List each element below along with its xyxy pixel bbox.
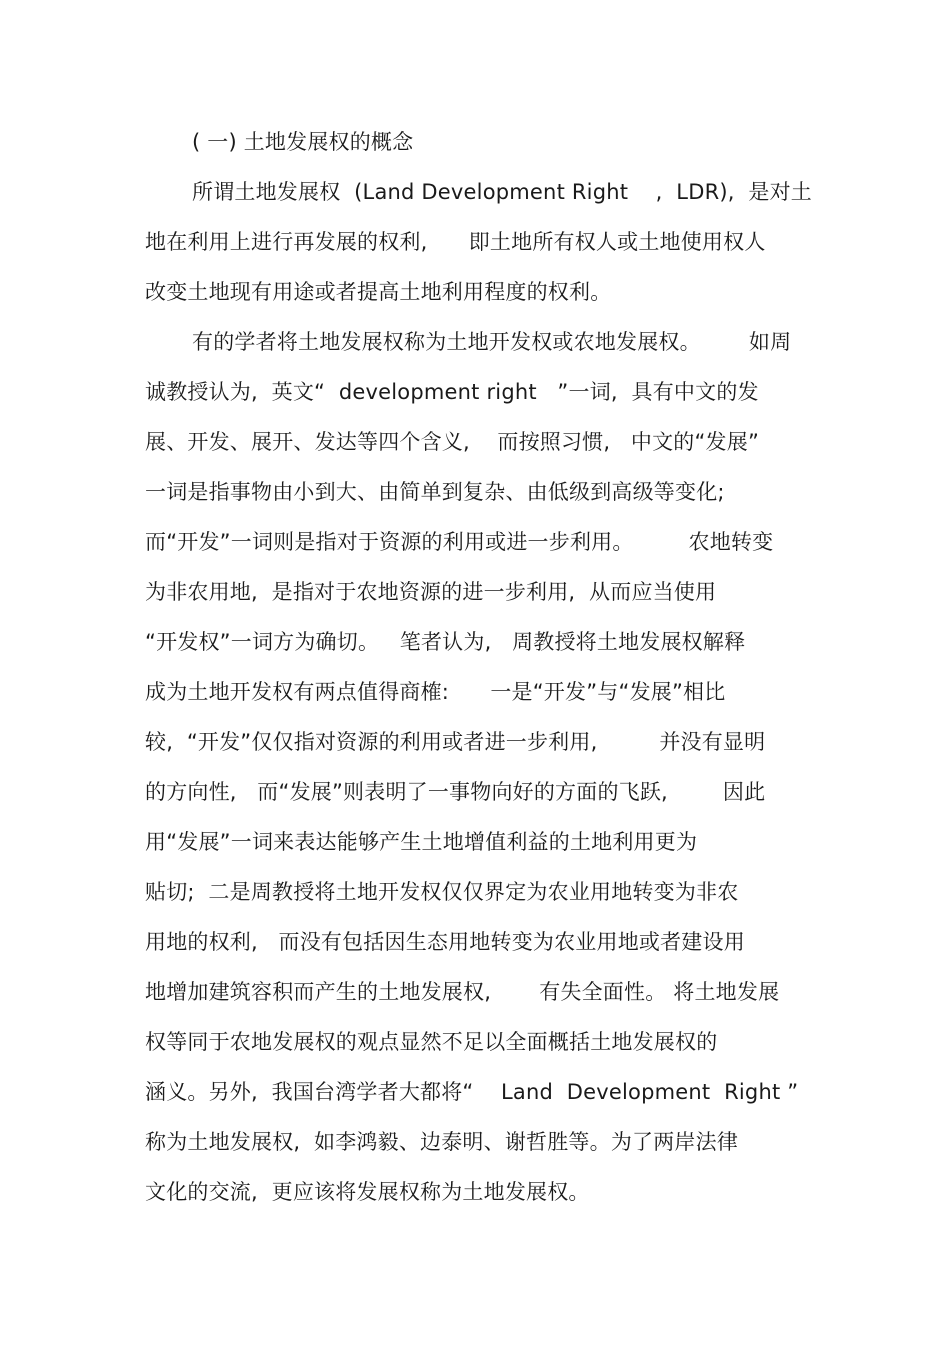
text-line: 较, “开发”仅仅指对资源的利用或者进一步利用, 并没有显明 (145, 730, 766, 754)
text-line: 的方向性, 而“发展”则表明了一事物向好的方面的飞跃, 因此 (145, 780, 766, 804)
text-line: 地在利用上进行再发展的权利, 即土地所有权人或土地使用权人 (145, 230, 766, 254)
text-line: 而“开发”一词则是指对于资源的利用或进一步利用。 农地转变 (145, 530, 774, 554)
text-line: 用地的权利, 而没有包括因生态用地转变为农业用地或者建设用 (145, 930, 745, 954)
text-line: 为非农用地, 是指对于农地资源的进一步利用, 从而应当使用 (145, 580, 717, 604)
text-line: 有的学者将土地发展权称为土地开发权或农地发展权。 如周 (192, 330, 792, 354)
text-line: “开发权”一词方为确切。 笔者认为, 周教授将土地发展权解释 (145, 630, 746, 654)
section-heading: ( 一) 土地发展权的概念 (192, 130, 414, 154)
text-line: 展、开发、展开、发达等四个含义, 而按照习惯, 中文的“发展” (145, 430, 760, 454)
text-line: 一词是指事物由小到大、由简单到复杂、由低级到高级等变化; (145, 480, 725, 504)
text-line: 用“发展”一词来表达能够产生土地增值利益的土地利用更为 (145, 830, 698, 854)
text-line: 权等同于农地发展权的观点显然不足以全面概括土地发展权的 (145, 1030, 718, 1054)
text-line: 所谓土地发展权 (Land Development Right , LDR), 是对土 (192, 180, 812, 204)
text-line: 贴切; 二是周教授将土地开发权仅仅界定为农业用地转变为非农 (145, 880, 739, 904)
text-line: 成为土地开发权有两点值得商榷: 一是“开发”与“发展”相比 (145, 680, 726, 704)
text-line: 改变土地现有用途或者提高土地利用程度的权利。 (145, 280, 612, 304)
text-line: 文化的交流, 更应该将发展权称为土地发展权。 (145, 1180, 590, 1204)
text-line: 地增加建筑容积而产生的土地发展权, 有失全面性。 将土地发展 (145, 980, 780, 1004)
text-line: 涵义。另外, 我国台湾学者大都将“ Land Development Right ” (145, 1080, 799, 1104)
text-line: 诚教授认为, 英文“ development right ”一词, 具有中文的发 (145, 380, 759, 404)
text-line: 称为土地发展权, 如李鸿毅、边泰明、谢哲胜等。为了两岸法律 (145, 1130, 739, 1154)
